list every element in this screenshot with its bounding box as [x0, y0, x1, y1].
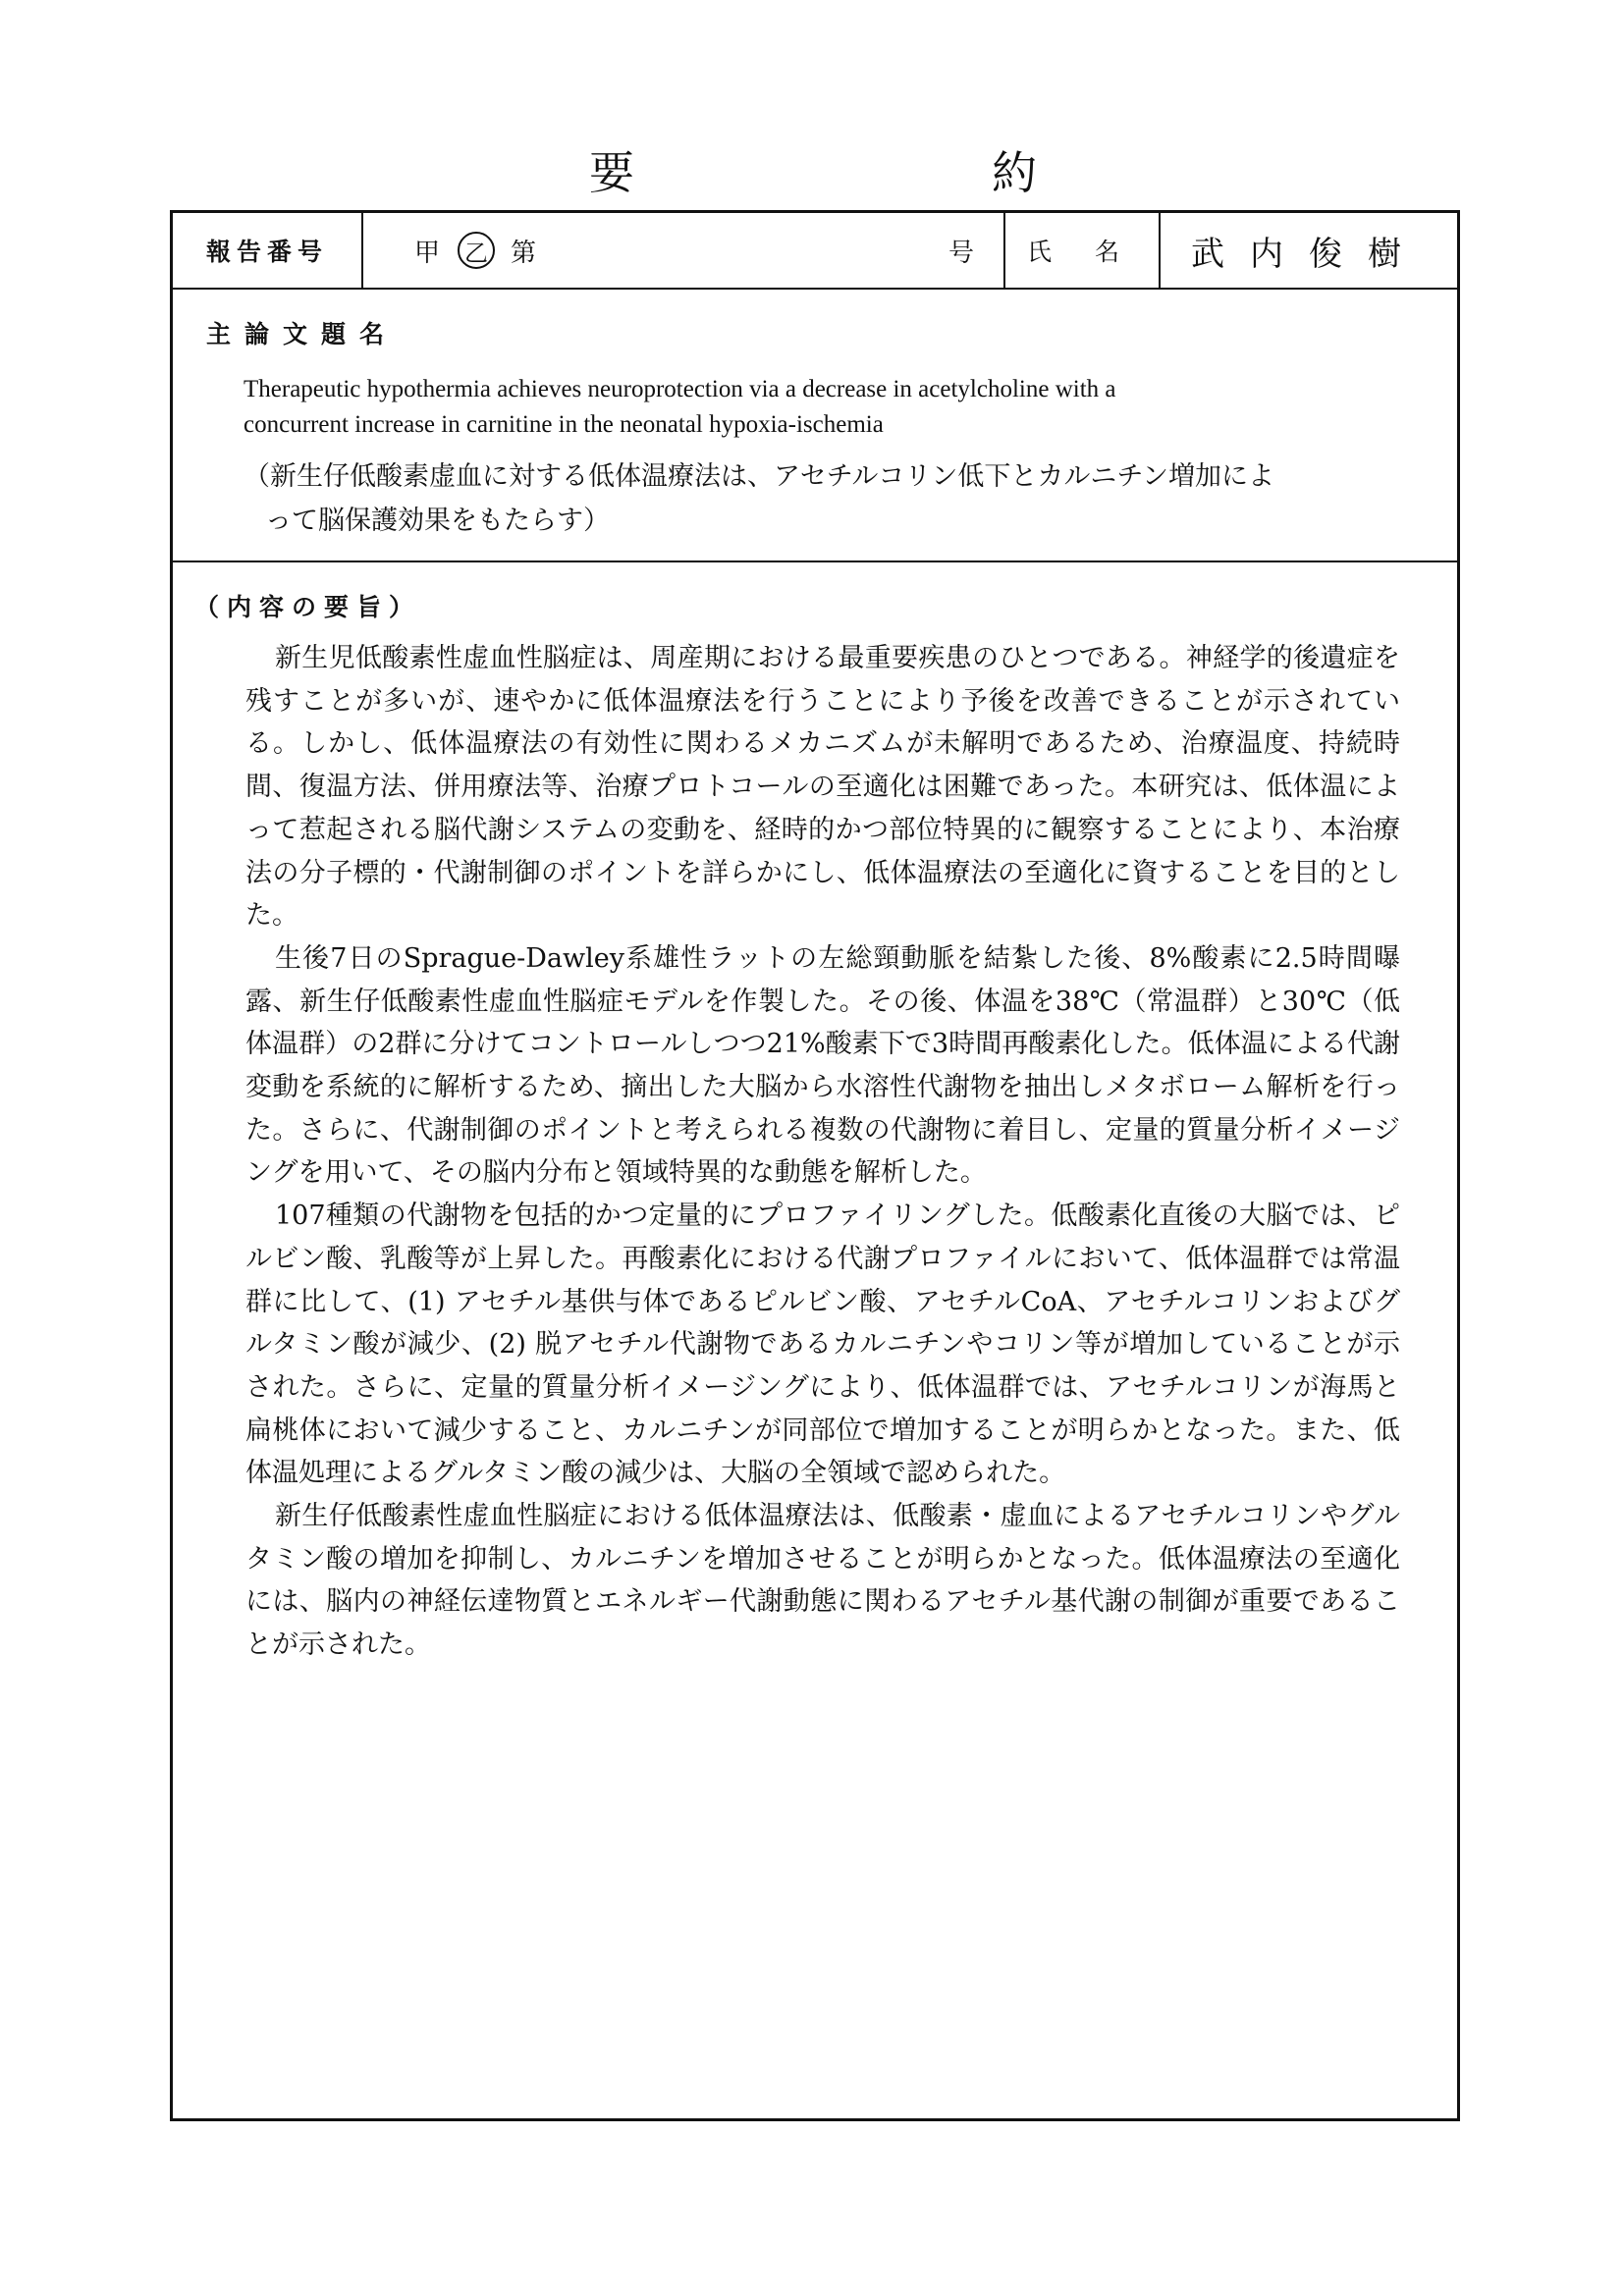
thesis-title-en-line-1: Therapeutic hypothermia achieves neuroprotection via a decrease in acetylcholine with a: [244, 376, 1116, 402]
report-number-otsu-circled: 乙: [458, 232, 495, 269]
summary-paragraph: 107種類の代謝物を包括的かつ定量的にプロファイリングした。低酸素化直後の大脳では、ピルビン酸、乳酸等が上昇した。再酸素化における代謝プロファイルにおいて、低体温群では常温群に比して、(1) アセチル基供与体であるピルビン酸、アセチルCoA、アセチルコリンおよびグルタミン酸が減少、(2) 脱アセチル代謝物であるカルニチンやコリン等が増加していることが示された。さらに、定量的質量分析イメージングにより、低体温群では、アセチルコリンが海馬と扁桃体において減少すること、カルニチンが同部位で増加することが明らかとなった。また、低体温処理によるグルタミン酸の減少は、大脳の全領域で認められた。: [245, 1201, 1400, 1489]
thesis-title-en-line-2: concurrent increase in carnitine in the neonatal hypoxia-ischemia: [244, 411, 884, 438]
report-number-label: 報告番号: [173, 213, 363, 288]
report-number-field: [363, 213, 1005, 288]
report-number-go: 号: [948, 238, 975, 268]
summary-form: [170, 210, 1460, 2121]
summary-paragraph: 新生児低酸素性虚血性脳症は、周産期における最重要疾患のひとつである。神経学的後遺症を残すことが多いが、速やかに低体温療法を行うことにより予後を改善できることが示されている。しかし、低体温療法の有効性に関わるメカニズムが未解明であるため、治療温度、持続時間、復温方法、併用療法等、治療プロトコールの至適化は困難であった。本研究は、低体温によって惹起される脳代謝システムの変動を、経時的かつ部位特異的に観察することにより、本治療法の分子標的・代謝制御のポイントを詳らかにし、低体温療法の至適化に資することを目的とした。: [245, 643, 1400, 932]
thesis-title-english: [244, 372, 1412, 443]
summary-body: [245, 637, 1400, 1667]
name-label: 氏 名: [1005, 213, 1161, 288]
title-char-1: 要: [589, 146, 634, 199]
thesis-title-label: 主論文題名: [206, 320, 399, 348]
header-row: [173, 213, 1457, 290]
summary-paragraph: 新生仔低酸素性虚血性脳症における低体温療法は、低酸素・虚血によるアセチルコリンやグルタミン酸の増加を抑制し、カルニチンを増加させることが明らかとなった。低体温療法の至適化には、脳内の神経伝達物質とエネルギー代謝動態に関わるアセチル基代謝の制御が重要であることが示された。: [245, 1501, 1400, 1661]
thesis-title-japanese: [244, 454, 1412, 543]
title-char-2: 約: [992, 146, 1037, 199]
document-title: [0, 137, 1624, 206]
thesis-title-ja-line-2: って脳保護効果をもたらす）: [265, 506, 610, 536]
report-number-dai: 第: [511, 238, 537, 268]
summary-paragraph: 生後7日のSprague-Dawley系雄性ラットの左総頸動脈を結紮した後、8%酸素に2.5時間曝露、新生仔低酸素性虚血性脳症モデルを作製した。その後、体温を38℃（常温群）と30℃（低体温群）の2群に分けてコントロールしつつ21%酸素下で3時間再酸素化した。低体温による代謝変動を系統的に解析するため、摘出した大脳から水溶性代謝物を抽出しメタボローム解析を行った。さらに、代謝制御のポイントと考えられる複数の代謝物に着目し、定量的質量分析イメージングを用いて、その脳内分布と領域特異的な動態を解析した。: [245, 942, 1400, 1189]
report-number-kou: 甲: [414, 238, 441, 268]
summary-section: [173, 562, 1457, 2118]
summary-label: （内容の要旨）: [194, 593, 422, 621]
name-value: 武内俊樹: [1191, 234, 1427, 274]
thesis-title-ja-line-1: （新生仔低酸素虚血に対する低体温療法は、アセチルコリン低下とカルニチン増加によ: [244, 461, 1275, 492]
thesis-title-section: [173, 290, 1457, 562]
